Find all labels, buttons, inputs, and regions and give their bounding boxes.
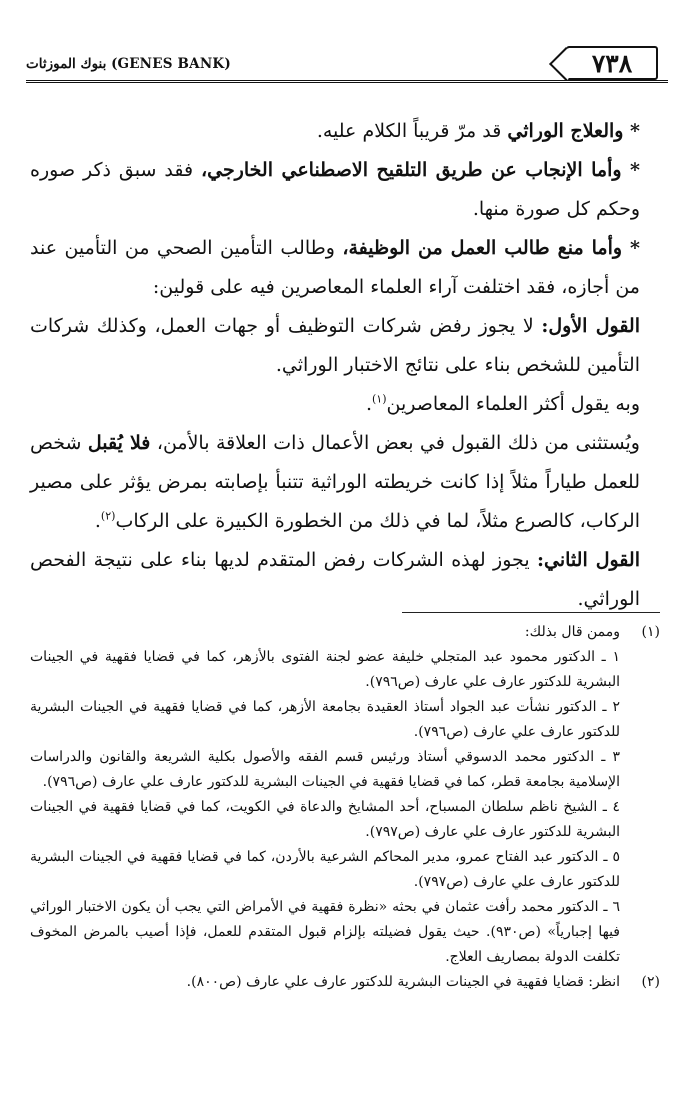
paragraph-text: شخص للعمل طياراً مثلاً إذا كانت خريطته الوراثية تتنبأ بإصابته بمرض يؤثر على مصير الركاب، كالصرع مثلاً، لما في ذلك من الخطورة الكبيرة على الركاب	[30, 432, 640, 532]
paragraph-end: .	[94, 510, 101, 532]
paragraph-genetic-therapy	[30, 112, 660, 151]
paragraph-artificial-insemination	[30, 151, 660, 229]
footnote-body	[30, 970, 620, 995]
paragraph-lead: * والعلاج الوراثي	[507, 120, 640, 142]
footnote-item: ٥ ـ الدكتور عبد الفتاح عمرو، مدير المحاكم الشرعية بالأردن، كما في قضايا فقهية في الجينات البشرية للدكتور عارف علي عارف (ص٧٩٧).	[30, 849, 620, 890]
paragraph-first-opinion	[30, 307, 660, 385]
footnote-separator	[402, 612, 660, 613]
footnote-item: ٣ ـ الدكتور محمد الدسوقي أستاذ ورئيس قسم الفقه والأصول بكلية الشريعة والقانون والدراسات الإسلامية بجامعة قطر، كما في قضايا فقهية في الجينات البشرية للدكتور عارف علي عارف (ص٧٩٦).	[30, 749, 620, 790]
footnote-1	[30, 620, 660, 970]
paragraph-lead: القول الأول:	[541, 315, 640, 337]
paragraph-text: يجوز لهذه الشركات رفض المتقدم لديها بناء على نتيجة الفحص الوراثي.	[30, 549, 640, 610]
paragraph-majority	[30, 385, 660, 424]
paragraph-text: ويُستثنى من ذلك القبول في بعض الأعمال ذات العلاقة بالأمن،	[150, 432, 640, 454]
footnote-ref: (١)	[372, 392, 387, 406]
paragraph-end: .	[365, 393, 372, 415]
paragraph-lead: * وأما الإنجاب عن طريق التلقيح الاصطناعي الخارجي،	[200, 159, 640, 181]
footnote-item: ١ ـ الدكتور محمود عبد المتجلي خليفة عضو لجنة الفتوى بالأزهر، كما في قضايا فقهية في الجينات البشرية للدكتور عارف علي عارف (ص٧٩٦).	[30, 649, 620, 690]
footnote-item: ٤ ـ الشيخ ناظم سلطان المسباح، أحد المشايخ والدعاة في الكويت، كما في قضايا فقهية في الجينات البشرية للدكتور عارف علي عارف (ص٧٩٧).	[30, 799, 620, 840]
running-title: بنوك الموزثات (GENES BANK)	[26, 56, 231, 72]
paragraph-emphasis: فلا يُقبل	[87, 432, 151, 454]
header-rule	[26, 80, 668, 83]
paragraph-text: وبه يقول أكثر العلماء المعاصرين	[386, 393, 640, 415]
footnote-number: (٢)	[641, 974, 660, 990]
footnote-item: ٦ ـ الدكتور محمد رأفت عثمان في بحثه «نظرة فقهية في الأمراض التي يجب أن يكون الاختبار الوراثي فيها إجبارياً» (ص٩٣٠). حيث يقول فضيلته بإلزام قبول المتقدم للعمل، فإذا أصيب بالمرض المخوف تكلفت الدولة بمصاريف العلاج.	[30, 899, 620, 965]
paragraph-second-opinion	[30, 541, 660, 619]
footnote-ref: (٢)	[100, 509, 116, 523]
paragraph-lead: القول الثاني:	[537, 549, 640, 571]
footnote-item: ٢ ـ الدكتور نشأت عبد الجواد أستاذ العقيدة بجامعة الأزهر، كما في قضايا فقهية في الجينات البشرية للدكتور عارف علي عارف (ص٧٩٦).	[30, 699, 620, 740]
page-number: ٧٣٨	[566, 46, 658, 80]
paragraph-exception	[30, 424, 660, 541]
footnote-body	[30, 620, 620, 970]
footnote-text: انظر: قضايا فقهية في الجينات البشرية للدكتور عارف علي عارف (ص٨٠٠).	[186, 974, 620, 990]
main-text	[30, 112, 660, 619]
page-header	[26, 44, 668, 92]
footnote-intro: وممن قال بذلك:	[524, 624, 620, 640]
footnote-2	[30, 970, 660, 995]
footnotes	[30, 620, 660, 995]
footnote-number: (١)	[641, 624, 660, 640]
paragraph-text: فقد سبق ذكر صوره وحكم كل صورة منها.	[30, 159, 640, 220]
paragraph-text: وطالب التأمين الصحي من التأمين عند من أجازه، فقد اختلفت آراء العلماء المعاصرين فيه على قولين:	[30, 237, 640, 298]
paragraph-employment-insurance	[30, 229, 660, 307]
paragraph-text: لا يجوز رفض شركات التوظيف أو جهات العمل، وكذلك شركات التأمين للشخص بناء على نتائج الاختبار الوراثي.	[30, 315, 640, 376]
paragraph-text: قد مرّ قريباً الكلام عليه.	[316, 120, 508, 142]
paragraph-lead: * وأما منع طالب العمل من الوظيفة،	[342, 237, 640, 259]
